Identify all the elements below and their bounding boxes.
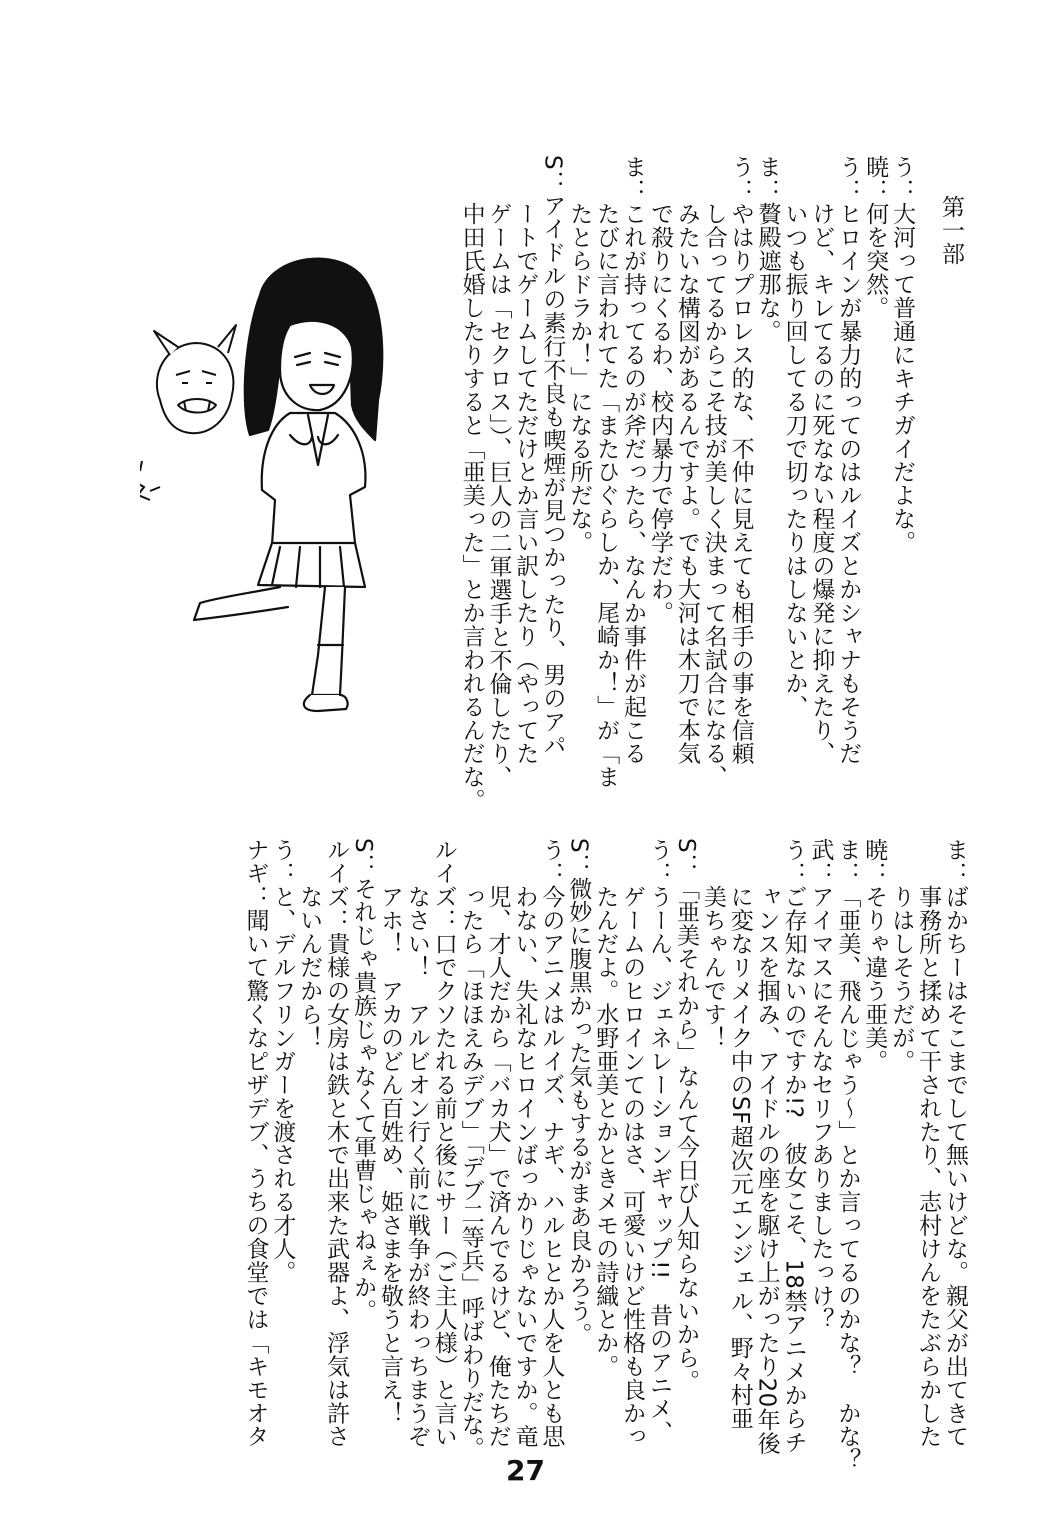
- top-dialogue-line: みたいな構図があるんですよ。でも大河は木刀で本気: [673, 155, 700, 765]
- top-dialogue-line: たびに言われてた「またひぐらしか、尾崎か！」が「ま: [593, 155, 620, 789]
- top-dialogue-line: ゲームは「セクロス」）、巨人の二軍選手と不倫したり、: [485, 155, 512, 789]
- top-dialogue-column-block: [458, 155, 964, 812]
- bottom-dialogue-line: ルイズ：貴様の女房は鉄と木で出来た武器よ、浮気は許さ: [323, 838, 350, 1448]
- leg-left: [194, 587, 288, 620]
- bottom-dialogue-line: う：ご存知ないのですか!? 彼女こそ、18禁アニメからチ: [780, 838, 807, 1454]
- top-dialogue-line: ートでゲームしてただけとか言い訳したり（やってた: [512, 155, 539, 765]
- bottom-dialogue-line: ないんだから！: [296, 838, 323, 1050]
- bottom-dialogue-line: アホ！ アカのどん百姓め、姫さまを敬うと言え！: [376, 838, 403, 1425]
- top-dialogue-line: たとらドラか！」になる所だな。: [566, 155, 593, 554]
- bottom-dialogue-line: 武：アイマスにそんなセリフありましたっけ？: [807, 838, 834, 1331]
- face-outline: [280, 321, 353, 410]
- top-dialogue-line: し合ってるからこそ技が美しく決まって名試合になる、: [700, 155, 727, 789]
- bottom-dialogue-line: なさい！ アルビオン行く前に戦争が終わっちまうぞ: [403, 838, 430, 1448]
- bottom-dialogue-line: ャンスを掴み、アイドルの座を駆け上がったり20年後: [753, 838, 780, 1455]
- bottom-dialogue-line: ま：「亜美、飛んじゃう～」とか言ってるのかな？ かな？: [834, 838, 861, 1472]
- top-dialogue-line: S：アイドルの素行不良も喫煙が見つかったり、男のアパ: [539, 155, 566, 757]
- top-dialogue-line: う：大河って普通にキチガイだよな。: [889, 155, 916, 554]
- top-dialogue-line: う：やはりプロレス的な、不仲に見えても相手の事を信頼: [727, 155, 754, 765]
- top-dialogue-line: いつも振り回してる刀で切ったりはしないとか、: [781, 155, 808, 719]
- bottom-dialogue-line: 美ちゃんです！: [699, 838, 726, 1050]
- section-heading: 第一部: [938, 195, 964, 266]
- top-dialogue-line: で殺りにくるわ、校内暴力で停学だわ。: [646, 155, 673, 625]
- bottom-dialogue-line: S：それじゃ貴族じゃなくて軍曹じゃねぇか。: [350, 838, 377, 1323]
- top-dialogue-line: けど、キレてるのに死なない程度の爆発に抑えたり、: [808, 155, 835, 765]
- bottom-dialogue-line: う：今のアニメはルイズ、ナギ、ハルヒとか人を人とも思: [538, 838, 565, 1448]
- impact-mark-icon: [140, 461, 160, 500]
- top-dialogue-line: 暁：何を突然。: [862, 155, 889, 320]
- bottom-dialogue-line: 事務所と揉めて干されたり、志村けんをたぶらかした: [915, 838, 942, 1448]
- page-number: 27: [506, 1454, 545, 1487]
- oni-mask-icon: [154, 325, 236, 433]
- bottom-dialogue-line: ったら「ほほえみデブ」「デブ二等兵」呼ばわりだな。: [457, 838, 484, 1460]
- bottom-dialogue-line: わない、失礼なヒロインばっかりじゃないですか。竜: [511, 838, 538, 1448]
- bottom-dialogue-line: ルイズ：口でクソたれる前と後にサー（ご主人様）と言い: [430, 838, 457, 1448]
- bottom-dialogue-line: 暁：そりゃ違う亜美。: [861, 838, 888, 1073]
- bottom-dialogue-line: たんだよ。水野亜美とかときメモの詩織とか。: [592, 838, 619, 1378]
- bottom-dialogue-line: 児、才人だから「バカ犬」で済んでるけど、俺たちだ: [484, 838, 511, 1448]
- bottom-dialogue-line: りはしそうだが。: [888, 838, 915, 1073]
- top-dialogue-line: ま：贅殿遮那な。: [754, 155, 781, 343]
- bottom-dialogue-line: ま：ばかちーはそこまでして無いけどな。親父が出てきて: [942, 838, 968, 1448]
- top-dialogue-line: 中田氏婚したりすると「亜美った」とか言われるんだな。: [458, 155, 485, 812]
- top-dialogue-line: ま：これが持ってるのが斧だったら、なんか事件が起こる: [620, 155, 647, 765]
- bottom-dialogue-line: ナギ：聞いて驚くなピザデブ、うちの食堂では「キモオタ: [242, 838, 269, 1448]
- bottom-dialogue-line: う：うーん、ジェネレーションギャップ!! 昔のアニメ、: [646, 838, 673, 1444]
- bottom-dialogue-line: S：「亜美それから」なんて今日び人知らないから。: [672, 838, 699, 1393]
- leg-right: [312, 587, 345, 695]
- bottom-dialogue-line: S：微妙に腹黒かった気もするがまあ良かろう。: [565, 838, 592, 1346]
- body-outline: [262, 413, 366, 549]
- bottom-dialogue-line: ゲームのヒロインてのはさ、可愛いけど性格も良かっ: [619, 838, 646, 1448]
- top-dialogue-line: う：ヒロインが暴力的ってのはルイズとかシャナもそうだ: [835, 155, 862, 765]
- bottom-dialogue-line: に変なリメイク中のSF超次元エンジェル、野々村亜: [726, 838, 753, 1430]
- bottom-dialogue-line: う：と、デルフリンガーを渡される才人。: [269, 838, 296, 1284]
- schoolgirl-illustration: [140, 225, 500, 745]
